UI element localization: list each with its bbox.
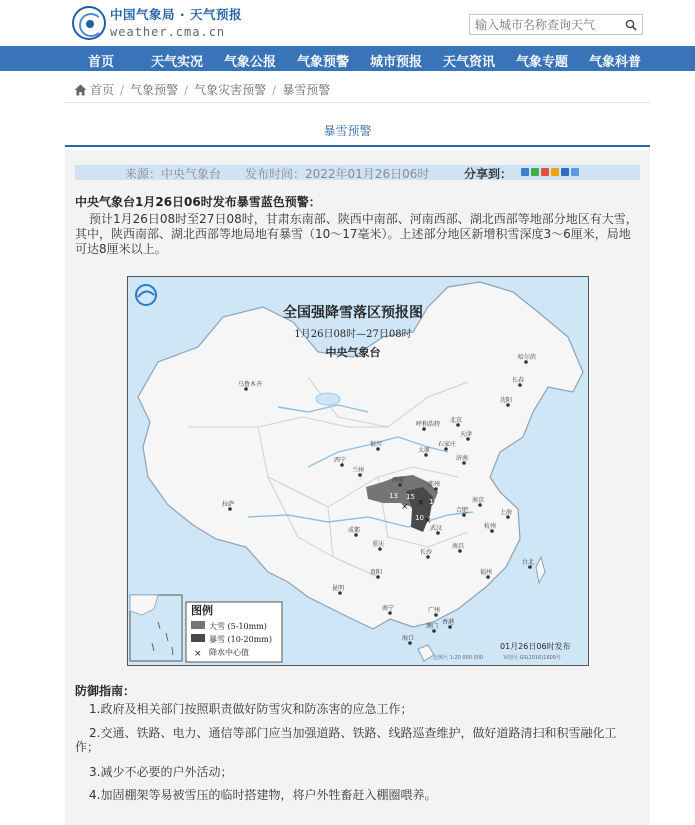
legend-item-heavy-snow: 大雪 (5-10mm)	[209, 622, 267, 631]
share-more-icon[interactable]	[571, 168, 579, 176]
map-agency: 中央气象台	[325, 346, 381, 359]
city-label: 贵阳	[370, 569, 383, 576]
map-release-time: 01月26日06时发布	[500, 642, 571, 651]
snowfall-forecast-map	[127, 276, 589, 666]
city-label: 成都	[348, 527, 361, 534]
breadcrumb-disaster-warning[interactable]: 气象灾害预警	[194, 83, 267, 97]
center-value: 11	[429, 498, 438, 506]
nav-item-bulletin[interactable]: 气象公报	[224, 55, 277, 70]
city-label: 香港	[442, 619, 455, 626]
city-label: 上海	[500, 509, 513, 516]
divider	[65, 102, 650, 103]
share-renren-icon[interactable]	[551, 168, 559, 176]
breadcrumb-current: 暴雪预警	[282, 83, 331, 97]
center-value: 13	[389, 492, 398, 500]
legend-swatch-blizzard	[191, 634, 205, 642]
share-tencent-icon[interactable]	[561, 168, 569, 176]
center-value: 15	[406, 493, 415, 501]
breadcrumb-home[interactable]: 首页	[90, 83, 115, 97]
legend-item-center: 降水中心值	[209, 648, 249, 657]
search-box	[469, 14, 643, 35]
map-scale: 比例尺 1:20 000 000	[433, 655, 484, 661]
city-label: 福州	[480, 569, 493, 576]
center-x-mark: ×	[401, 502, 409, 512]
breadcrumb-separator: /	[272, 82, 277, 97]
center-x-mark: ×	[424, 516, 432, 526]
city-label: 济南	[456, 455, 469, 462]
share-qzone-icon[interactable]	[521, 168, 529, 176]
city-label: 西安	[392, 477, 405, 484]
center-x-mark: ×	[417, 498, 425, 508]
city-label: 北京	[450, 417, 463, 424]
site-header	[0, 0, 695, 46]
map-legend	[186, 602, 282, 662]
taiwan-island	[536, 557, 545, 583]
city-label: 乌鲁木齐	[238, 381, 263, 388]
city-label: 哈尔滨	[518, 354, 537, 361]
city-label: 天津	[460, 431, 473, 438]
article-panel	[65, 150, 650, 825]
city-label: 重庆	[372, 541, 385, 548]
source-text: 来源：中央气象台	[125, 167, 222, 181]
map-subtitle: 1月26日08时—27日08时	[294, 329, 412, 340]
nav-item-warning[interactable]: 气象预警	[297, 55, 350, 70]
share-icons	[521, 168, 579, 176]
city-label: 郑州	[428, 481, 441, 488]
nav-item-topics[interactable]: 气象专题	[516, 55, 569, 70]
city-label: 呼和浩特	[416, 421, 441, 428]
meta-bar	[75, 165, 640, 180]
warning-heading: 中央气象台1月26日06时发布暴雪蓝色预警：	[75, 195, 321, 209]
breadcrumb-warning[interactable]: 气象预警	[130, 83, 179, 97]
south-sea-inset	[130, 595, 182, 661]
breadcrumb	[74, 81, 330, 98]
nav-item-home[interactable]: 首页	[88, 55, 115, 70]
logo-domain: weather.cma.cn	[110, 24, 226, 39]
city-label: 拉萨	[222, 501, 235, 508]
legend-title: 图例	[191, 604, 213, 617]
breadcrumb-separator: /	[184, 82, 189, 97]
cma-emblem-icon	[72, 6, 106, 40]
publish-time: 发布时间：2022年01月26日06时	[245, 167, 430, 181]
city-label: 沈阳	[500, 397, 513, 404]
city-label: 昆明	[332, 585, 345, 592]
nav-item-science[interactable]: 气象科普	[589, 55, 642, 70]
share-label: 分享到：	[464, 167, 513, 181]
city-label: 澳门	[426, 623, 439, 630]
main-nav	[0, 46, 695, 71]
share-weibo-icon[interactable]	[541, 168, 549, 176]
hainan-island	[418, 645, 434, 661]
warning-body: 预计1月26日08时至27日08时，甘肃东南部、陕西中南部、河南西部、湖北西部等地部分地区有大雪，其中，陕西南部、湖北西部等地局地有暴雪（10～17毫米）。上述部分地区新增积雪深度3～6厘米，局地可达8厘米以上。	[75, 212, 638, 256]
breadcrumb-separator: /	[120, 82, 125, 97]
logo-title: 中国气象局 · 天气预报	[110, 6, 242, 22]
guide-item: 1.政府及相关部门按照职责做好防雪灾和防冻害的应急工作；	[89, 702, 413, 716]
title-underline	[65, 145, 650, 147]
city-label: 兰州	[352, 467, 365, 474]
legend-swatch-heavy-snow	[191, 621, 205, 629]
city-label: 石家庄	[438, 441, 457, 448]
guide-item: 2.交通、铁路、电力、通信等部门应当加强道路、铁路、线路巡查维护，做好道路清扫和积雪融化工作；	[75, 726, 617, 754]
guide-title: 防御指南：	[75, 684, 136, 698]
city-label: 银川	[370, 441, 383, 448]
page-title: 暴雪预警	[323, 124, 372, 138]
city-label: 海口	[402, 635, 415, 642]
city-label: 长春	[512, 377, 525, 384]
city-label: 合肥	[456, 507, 469, 514]
lake	[316, 393, 340, 405]
legend-swatch-center: ×	[194, 649, 202, 659]
search-input[interactable]	[470, 15, 620, 34]
guide-item: 3.减少不必要的户外活动；	[89, 765, 233, 779]
center-value: 10	[415, 514, 424, 522]
city-label: 南昌	[452, 543, 465, 550]
city-label: 杭州	[484, 523, 497, 530]
city-label: 太原	[418, 447, 431, 454]
map-review-number: 审图号 GS(2016)1609号	[503, 655, 561, 661]
site-logo[interactable]	[72, 6, 242, 40]
home-icon	[74, 84, 87, 96]
guide-item: 4.加固棚架等易被雪压的临时搭建物，将户外牲畜赶入棚圈喂养。	[89, 788, 437, 802]
city-label: 南宁	[382, 605, 395, 612]
nav-item-city-forecast[interactable]: 城市预报	[370, 55, 423, 70]
nav-item-news[interactable]: 天气资讯	[443, 55, 496, 70]
share-wechat-icon[interactable]	[531, 168, 539, 176]
map-title: 全国强降雪落区预报图	[283, 305, 423, 321]
city-label: 台北	[522, 559, 535, 566]
search-icon[interactable]	[625, 19, 637, 31]
city-label: 西宁	[334, 457, 347, 464]
nav-item-observation[interactable]: 天气实况	[151, 55, 204, 70]
city-label: 武汉	[430, 525, 443, 532]
cma-map-logo	[136, 285, 156, 305]
legend-item-blizzard: 暴雪 (10-20mm)	[209, 635, 273, 644]
city-label: 广州	[428, 607, 441, 614]
city-label: 长沙	[420, 549, 433, 556]
city-label: 南京	[472, 497, 485, 504]
